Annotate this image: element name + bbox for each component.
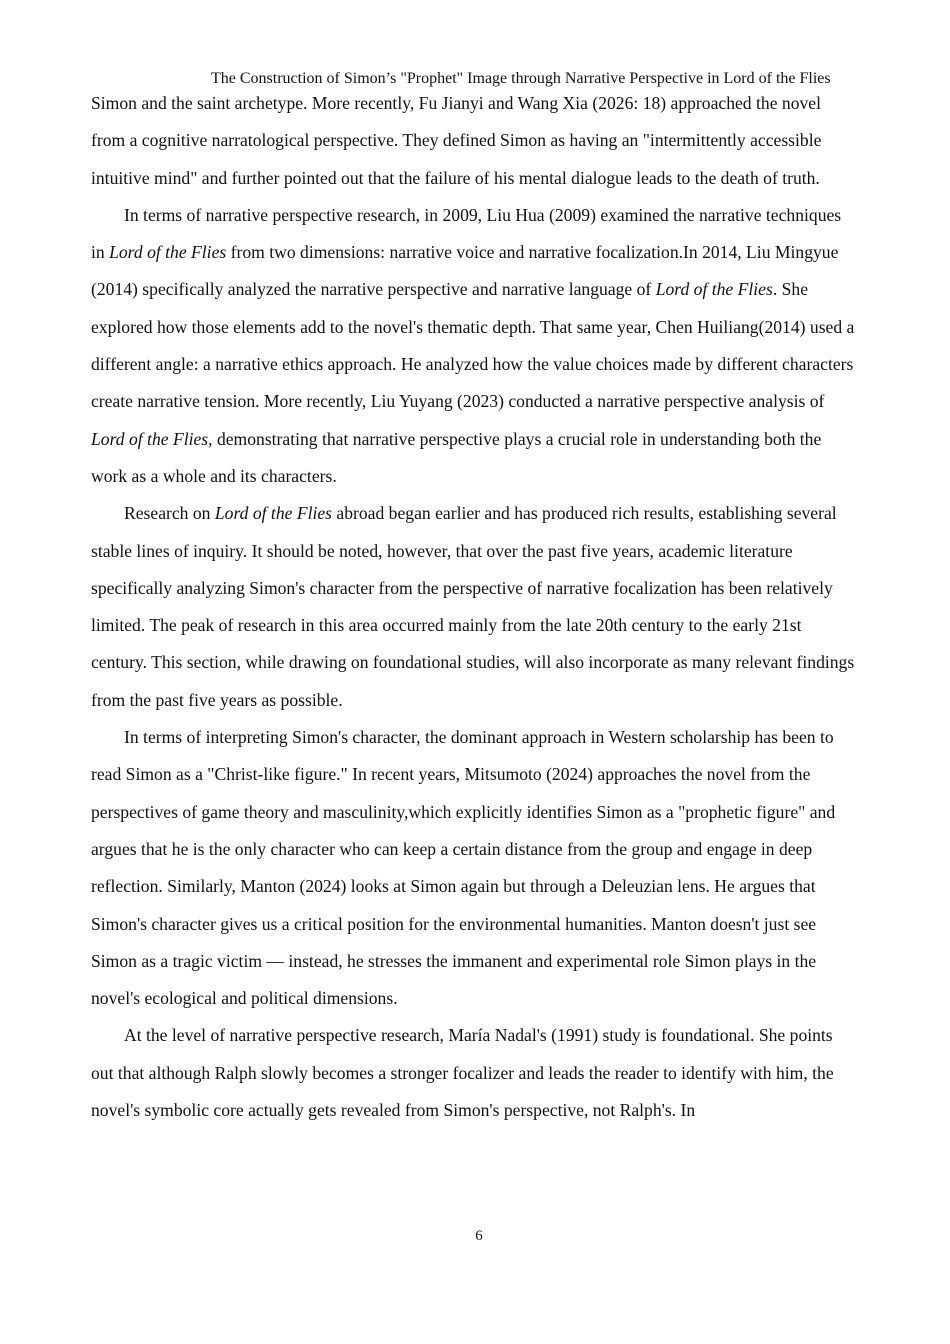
text-run: In terms of narrative perspective research, in 2009, Liu Hua (2009) examined the narrative techniques in [91, 204, 842, 263]
text-run: Research on [124, 503, 215, 524]
text-run: At the level of narrative perspective research, María Nadal's (1991) study is foundational. She points out that although Ralph slowly becomes a stronger focalizer and leads the reader to identify with him, the novel's symbolic core actually gets revealed from Simon's perspective, not Ralph's. In [91, 1025, 834, 1121]
book-title: Lord of the Flies [214, 503, 333, 524]
paragraph-simon-character [91, 719, 859, 1017]
page-number: 6 [475, 1228, 483, 1244]
text-run: from two dimensions: narrative voice and narrative focalization.In 2014, Liu Mingyue (2014) specifically analyzed the narrative perspective and narrative language of [91, 242, 839, 300]
text-run: . She explored how those elements add to the novel's thematic depth. That same year, Chen Huiliang(2014) used a different angle: a narrative ethics approach. He analyzed how the value choices made by different characters create narrative tension. More recently, Liu Yuyang (2023) conducted a narrative perspective analysis of [91, 279, 855, 412]
text-run: , demonstrating that narrative perspective plays a crucial role in understanding both the work as a whole and its characters. [91, 428, 822, 486]
text-run: Simon and the saint archetype. More recently, Fu Jianyi and Wang Xia (2026: 18) approached the novel from a cognitive narratological perspective. They defined Simon as having an "intermittently accessible intuitive mind" and further pointed out that the failure of his mental dialogue leads to the death of truth. [91, 93, 822, 188]
text-run: In terms of interpreting Simon's character, the dominant approach in Western scholarship has been to read Simon as a "Christ-like figure." In recent years, Mitsumoto (2024) approaches the novel from the perspectives of game theory and masculinity,which explicitly identifies Simon as a "prophetic figure" and argues that he is the only character who can keep a certain distance from the group and engage in deep reflection. Similarly, Manton (2024) looks at Simon again but through a Deleuzian lens. He argues that Simon's character gives us a critical position for the environmental humanities. Manton doesn't just see Simon as a tragic victim — instead, he stresses the immanent and experimental role Simon plays in the novel's ecological and political dimensions. [91, 727, 836, 1009]
body-text [91, 85, 859, 1129]
paragraph-nadal-study [91, 1017, 859, 1129]
paragraph-research-abroad [91, 495, 859, 719]
book-title: Lord of the Flies [91, 428, 209, 449]
paragraph-narrative-perspective-research [91, 197, 859, 495]
paragraph-continuation [91, 85, 859, 197]
book-title: Lord of the Flies [655, 279, 773, 300]
text-run: abroad began earlier and has produced rich results, establishing several stable lines of inquiry. It should be noted, however, that over the past five years, academic literature specifically analyzing Simon's character from the perspective of narrative focalization has been relatively limited. The peak of research in this area occurred mainly from the late 20th century to the early 21st century. This section, while drawing on foundational studies, will also incorporate as many relevant findings from the past five years as possible. [91, 503, 855, 710]
running-header: The Construction of Simon’s "Prophet" Image through Narrative Perspective in Lord of the Flies [211, 70, 831, 87]
book-title: Lord of the Flies [109, 242, 227, 263]
